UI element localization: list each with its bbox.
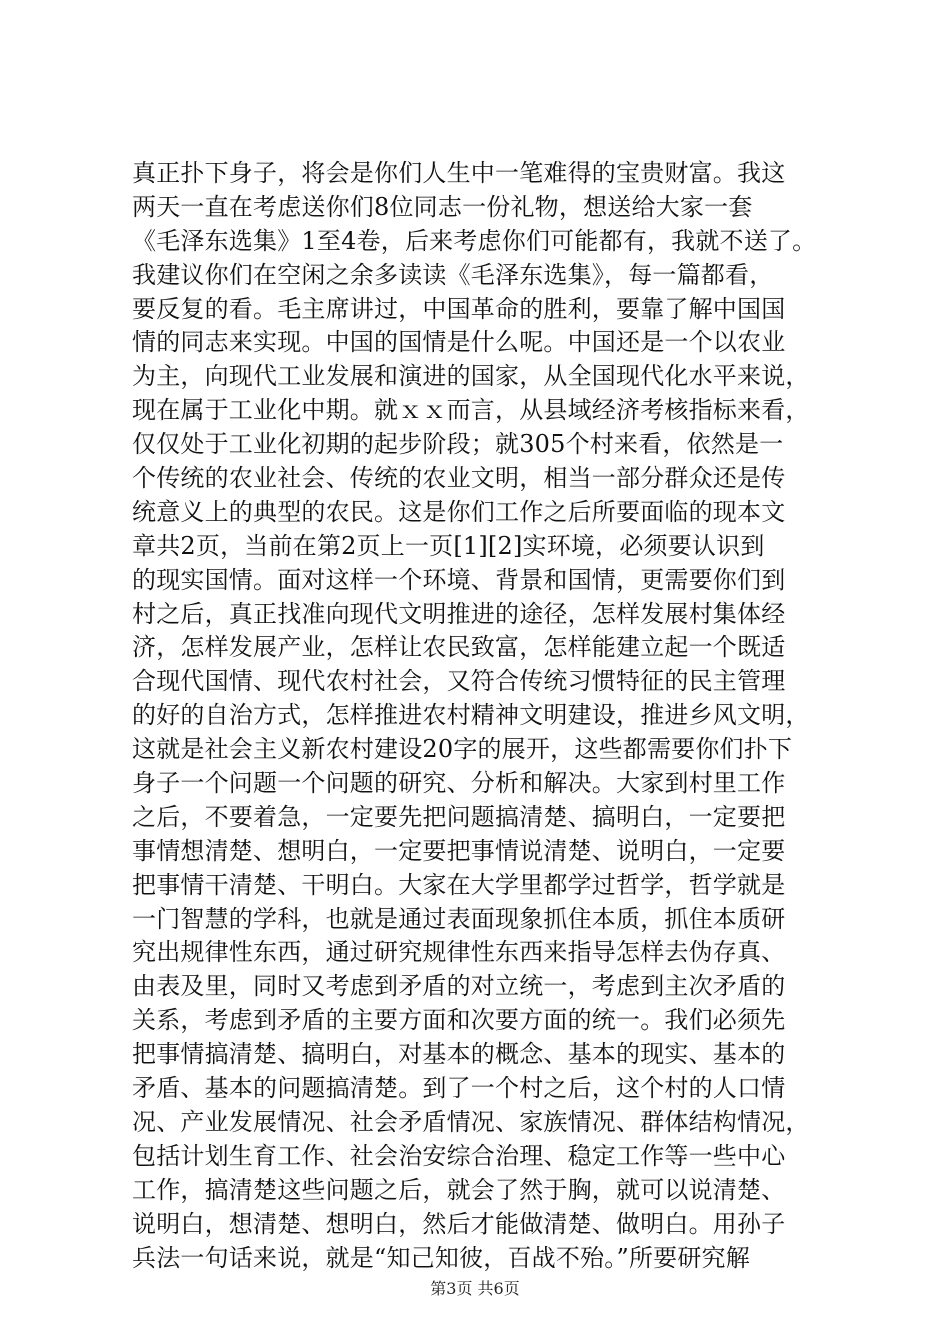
text-line: 我建议你们在空闲之余多读读《毛泽东选集》，每一篇都看， (132, 260, 774, 289)
page-footer (0, 1279, 950, 1299)
text-line: 身子一个问题一个问题的研究、分析和解决。大家到村里工作 (132, 769, 786, 798)
text-line: 把事情干清楚、干明白。大家在大学里都学过哲学，哲学就是 (132, 870, 786, 899)
text-line: 的好的自治方式，怎样推进农村精神文明建设，推进乡风文明， (132, 701, 810, 730)
text-line: 村之后，真正找准向现代文明推进的途径，怎样发展村集体经 (132, 599, 786, 628)
text-line: 两天一直在考虑送你们8位同志一份礼物，想送给大家一套 (132, 192, 753, 221)
text-line: 由表及里，同时又考虑到矛盾的对立统一，考虑到主次矛盾的 (132, 972, 786, 1001)
text-line: 况、产业发展情况、社会矛盾情况、家族情况、群体结构情况， (132, 1107, 810, 1136)
body-text (132, 157, 842, 1275)
text-line: 矛盾、基本的问题搞清楚。到了一个村之后，这个村的人口情 (132, 1074, 786, 1103)
text-line: 事情想清楚、想明白，一定要把事情说清楚、说明白，一定要 (132, 836, 786, 865)
text-line: 包括计划生育工作、社会治安综合治理、稳定工作等一些中心 (132, 1141, 786, 1170)
text-line: 一门智慧的学科，也就是通过表面现象抓住本质，抓住本质研 (132, 904, 786, 933)
text-line: 说明白，想清楚、想明白，然后才能做清楚、做明白。用孙子 (132, 1209, 786, 1238)
text-line: 的现实国情。面对这样一个环境、背景和国情，更需要你们到 (132, 565, 786, 594)
text-line: 工作，搞清楚这些问题之后，就会了然于胸，就可以说清楚、 (132, 1175, 786, 1204)
text-line: 为主，向现代工业发展和演进的国家，从全国现代化水平来说， (132, 362, 810, 391)
text-line: 章共2页，当前在第2页上一页[1][2]实环境，必须要认识到 (132, 531, 765, 560)
text-line: 合现代国情、现代农村社会，又符合传统习惯特征的民主管理 (132, 667, 786, 696)
text-line: 要反复的看。毛主席讲过，中国革命的胜利，要靠了解中国国 (132, 294, 786, 323)
text-line: 情的同志来实现。中国的国情是什么呢。中国还是一个以农业 (132, 328, 786, 357)
text-line: 把事情搞清楚、搞明白，对基本的概念、基本的现实、基本的 (132, 1040, 786, 1069)
text-line: 究出规律性东西，通过研究规律性东西来指导怎样去伪存真、 (132, 938, 786, 967)
text-line: 个传统的农业社会、传统的农业文明，相当一部分群众还是传 (132, 464, 786, 493)
text-line: 真正扑下身子，将会是你们人生中一笔难得的宝贵财富。我这 (132, 159, 786, 187)
text-line: 统意义上的典型的农民。这是你们工作之后所要面临的现本文 (132, 497, 786, 526)
text-line: 现在属于工业化中期。就ｘｘ而言，从县域经济考核指标来看， (132, 396, 810, 425)
page-number-label: 第3页 共6页 (430, 1279, 520, 1298)
text-line: 之后，不要着急，一定要先把问题搞清楚、搞明白，一定要把 (132, 802, 786, 831)
text-line: 《毛泽东选集》1至4卷，后来考虑你们可能都有，我就不送了。 (132, 226, 817, 255)
text-line: 仅仅处于工业化初期的起步阶段；就305个村来看，依然是一 (132, 430, 784, 459)
text-line: 济，怎样发展产业，怎样让农民致富，怎样能建立起一个既适 (132, 633, 786, 662)
text-line: 这就是社会主义新农村建设20字的展开，这些都需要你们扑下 (132, 735, 793, 764)
text-line: 兵法一句话来说，就是“知己知彼，百战不殆。”所要研究解 (132, 1243, 750, 1272)
text-line: 关系，考虑到矛盾的主要方面和次要方面的统一。我们必须先 (132, 1006, 786, 1035)
